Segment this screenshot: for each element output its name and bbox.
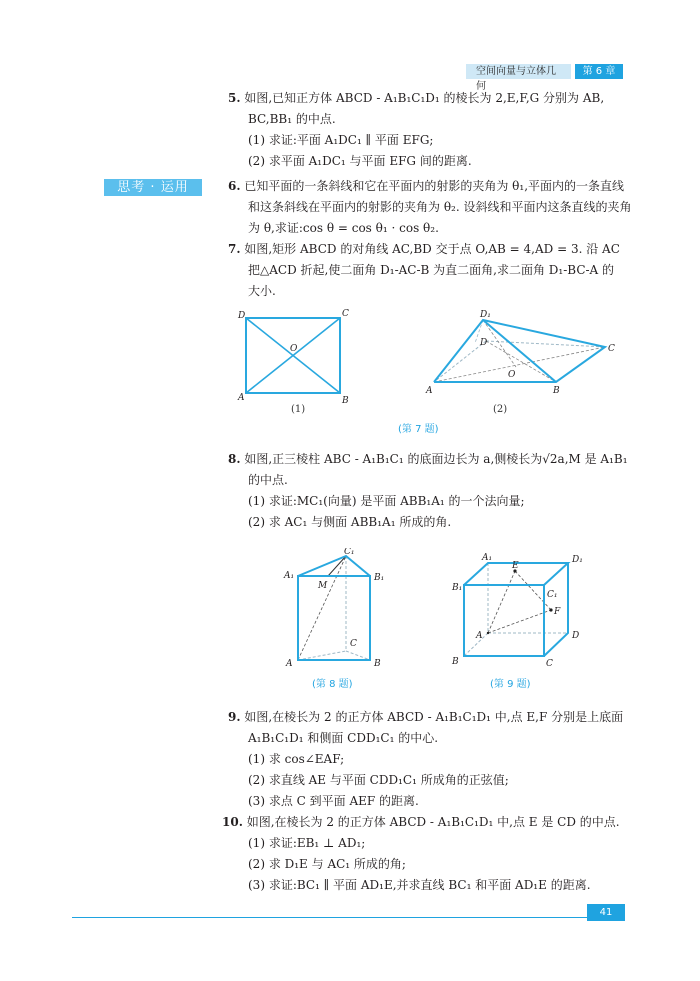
problem-6: [228, 176, 638, 239]
svg-text:E: E: [512, 561, 519, 571]
problem-10: [222, 812, 632, 896]
problem-5: [228, 88, 638, 172]
svg-text:C₁: C₁: [344, 548, 355, 557]
header-topic: 空间向量与立体几何: [466, 64, 571, 79]
figure-7-folded: [420, 305, 620, 405]
problem-number: 10.: [222, 815, 243, 829]
subquestion: (1) 求证:MC₁(向量) 是平面 ABB₁A₁ 的一个法向量;: [248, 494, 525, 508]
subquestion: (1) 求证:平面 A₁DC₁ ∥ 平面 EFG;: [248, 133, 434, 147]
svg-text:D: D: [480, 338, 488, 348]
svg-text:F: F: [554, 607, 561, 617]
svg-text:C₁: C₁: [547, 590, 558, 600]
svg-text:A: A: [286, 659, 293, 669]
svg-text:C: C: [608, 344, 615, 354]
figure-caption: (第 7 题): [398, 424, 439, 435]
subquestion: (3) 求点 C 到平面 AEF 的距离.: [248, 794, 419, 808]
problem-text: 把△ACD 折起,使二面角 D₁-AC-B 为直二面角,求二面角 D₁-BC-A 的: [248, 263, 615, 277]
svg-text:C: C: [350, 639, 357, 649]
svg-text:B: B: [374, 659, 381, 669]
problem-text: 如图,在棱长为 2 的正方体 ABCD - A₁B₁C₁D₁ 中,点 E 是 CD 的中点.: [246, 815, 620, 829]
point-label: D: [238, 311, 246, 321]
svg-text:D₁: D₁: [480, 310, 491, 320]
problem-text: 如图,矩形 ABCD 的对角线 AC,BD 交于点 O,AB = 4,AD = 3. 沿 AC: [244, 242, 620, 256]
problem-text: 和这条斜线在平面内的射影的夹角为 θ₂. 设斜线和平面内这条直线的夹角: [248, 200, 632, 214]
problem-text: 如图,正三棱柱 ABC - A₁B₁C₁ 的底面边长为 a,侧棱长为√2a,M 是 A₁B₁: [244, 452, 628, 466]
svg-text:C: C: [546, 659, 553, 669]
footer-rule: [72, 917, 587, 918]
problem-8: [228, 449, 638, 533]
problem-text: 如图,在棱长为 2 的正方体 ABCD - A₁B₁C₁D₁ 中,点 E,F 分别是上底面: [244, 710, 624, 724]
subquestion: (2) 求 AC₁ 与侧面 ABB₁A₁ 所成的角.: [248, 515, 452, 529]
figure-7-rectangle: [230, 305, 360, 410]
svg-text:M: M: [318, 581, 328, 591]
problem-text: 已知平面的一条斜线和它在平面内的射影的夹角为 θ₁,平面内的一条直线: [244, 179, 625, 193]
problem-text: 为 θ,求证:cos θ = cos θ₁ · cos θ₂.: [248, 221, 439, 235]
subquestion: (2) 求平面 A₁DC₁ 与平面 EFG 间的距离.: [248, 154, 472, 168]
figure-caption: (第 8 题): [312, 679, 353, 690]
svg-text:A: A: [476, 631, 483, 641]
svg-text:B₁: B₁: [374, 573, 385, 583]
running-header: [466, 64, 623, 92]
svg-text:A: A: [238, 393, 245, 403]
problem-number: 8.: [228, 452, 241, 466]
svg-text:B: B: [342, 396, 349, 406]
header-chapter: 第 6 章: [575, 64, 623, 79]
svg-text:A₁: A₁: [284, 571, 295, 581]
svg-text:B: B: [553, 386, 560, 396]
problem-text: 如图,已知正方体 ABCD - A₁B₁C₁D₁ 的棱长为 2,E,F,G 分别为 AB,: [244, 91, 605, 105]
subquestion: (1) 求 cos∠EAF;: [248, 752, 345, 766]
figure-9-cube: [450, 548, 590, 673]
section-tag: 思考 · 运用: [104, 179, 202, 196]
problem-number: 5.: [228, 91, 241, 105]
subquestion: (2) 求 D₁E 与 AC₁ 所成的角;: [248, 857, 406, 871]
problem-text: 大小.: [248, 284, 276, 298]
problem-number: 9.: [228, 710, 241, 724]
figure-sublabel: (2): [493, 404, 508, 415]
problem-text: A₁B₁C₁D₁ 和侧面 CDD₁C₁ 的中心.: [248, 731, 439, 745]
problem-9: [228, 707, 638, 812]
svg-text:A: A: [426, 386, 433, 396]
svg-text:B: B: [452, 657, 459, 667]
problem-number: 7.: [228, 242, 241, 256]
subquestion: (3) 求证:BC₁ ∥ 平面 AD₁E,并求直线 BC₁ 和平面 AD₁E 的距离.: [248, 878, 591, 892]
svg-text:O: O: [508, 370, 516, 380]
svg-text:O: O: [290, 344, 298, 354]
subquestion: (1) 求证:EB₁ ⊥ AD₁;: [248, 836, 366, 850]
figure-caption: (第 9 题): [490, 679, 531, 690]
problem-number: 6.: [228, 179, 241, 193]
page-number: 41: [587, 904, 625, 921]
svg-text:D₁: D₁: [572, 555, 583, 565]
problem-text: 的中点.: [248, 473, 288, 487]
svg-text:B₁: B₁: [452, 583, 463, 593]
svg-text:C: C: [342, 309, 349, 319]
problem-7: [228, 239, 638, 302]
figure-sublabel: (1): [291, 404, 306, 415]
subquestion: (2) 求直线 AE 与平面 CDD₁C₁ 所成角的正弦值;: [248, 773, 509, 787]
svg-text:A₁: A₁: [482, 553, 493, 563]
problem-text: BC,BB₁ 的中点.: [248, 112, 336, 126]
svg-text:D: D: [572, 631, 580, 641]
figure-8-prism: [278, 548, 393, 673]
